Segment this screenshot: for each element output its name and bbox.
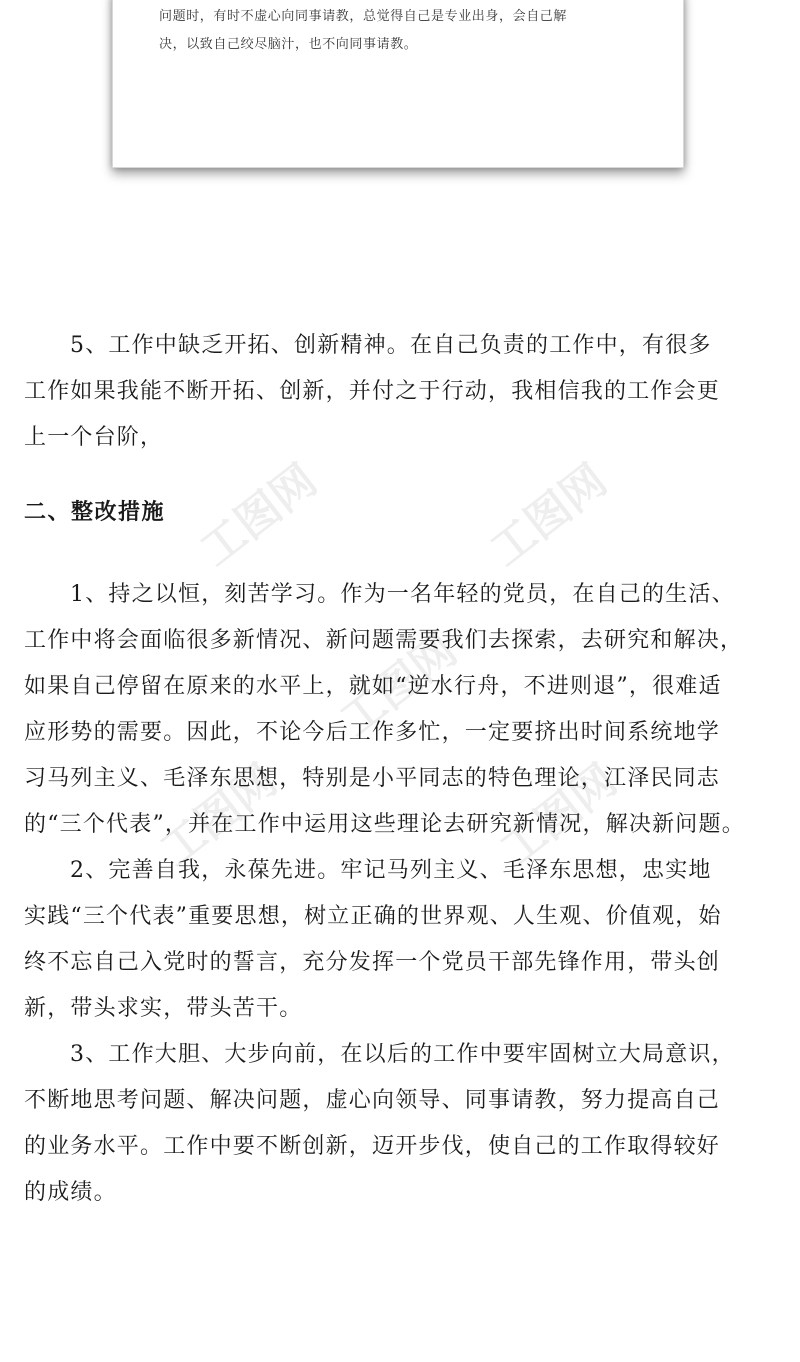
preview-text <box>159 3 649 59</box>
text-line: 新，带头求实，带头苦干。 <box>24 996 303 1021</box>
text-line: 实践“三个代表”重要思想，树立正确的世界观、人生观、价值观，始 <box>24 904 722 929</box>
watermark: 工图网 <box>481 454 617 577</box>
watermark: 工图网 <box>151 754 287 877</box>
watermark: 工图网 <box>491 754 627 877</box>
text-line: 3、工作大胆、大步向前，在以后的工作中要牢固树立大局意识， <box>70 1042 735 1067</box>
watermark: 工图网 <box>331 624 467 747</box>
text-line: 工作如果我能不断开拓、创新，并付之于行动，我相信我的工作会更 <box>24 379 721 404</box>
preview-line: 决，以致自己绞尽脑汁，也不向同事请教。 <box>159 37 418 52</box>
text-line: 应形势的需要。因此，不论今后工作多忙，一定要挤出时间系统地学 <box>24 720 721 745</box>
text-line: 2、完善自我，永葆先进。牢记马列主义、毛泽东思想，忠实地 <box>70 858 712 883</box>
watermark: 工图网 <box>191 454 327 577</box>
text-line: 的业务水平。工作中要不断创新，迈开步伐，使自己的工作取得较好 <box>24 1134 721 1159</box>
document-preview-card <box>112 0 684 168</box>
text-line: 工作中将会面临很多新情况、新问题需要我们去探索，去研究和解决， <box>24 628 744 653</box>
text-line: 上一个台阶， <box>24 425 164 450</box>
text-line: 1、持之以恒，刻苦学习。作为一名年轻的党员，在自己的生活、 <box>70 582 735 607</box>
preview-line: 问题时，有时不虚心向同事请教，总觉得自己是专业出身，会自己解 <box>159 9 568 24</box>
text-line: 5、工作中缺乏开拓、创新精神。在自己负责的工作中，有很多 <box>70 333 712 358</box>
section-heading: 二、整改措施 <box>24 500 166 525</box>
text-line: 不断地思考问题、解决问题，虚心向领导、同事请教，努力提高自己 <box>24 1088 721 1113</box>
measures-list <box>24 572 790 1216</box>
text-line: 的“三个代表”，并在工作中运用这些理论去研究新情况，解决新问题。 <box>24 812 745 837</box>
text-line: 如果自己停留在原来的水平上，就如“逆水行舟，不进则退”，很难适 <box>24 674 722 699</box>
text-line: 终不忘自己入党时的誓言，充分发挥一个党员干部先锋作用，带头创 <box>24 950 721 975</box>
text-line: 的成绩。 <box>24 1180 117 1205</box>
paragraph-item-5 <box>24 323 790 461</box>
text-line: 习马列主义、毛泽东思想，特别是小平同志的特色理论，江泽民同志 <box>24 766 721 791</box>
